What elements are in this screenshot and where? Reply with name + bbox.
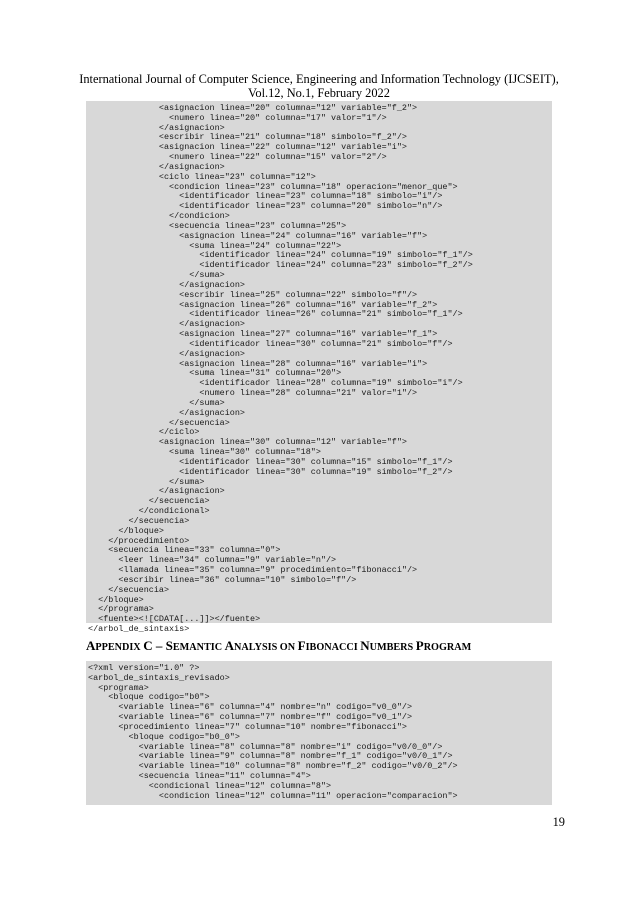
appendix-c-heading: [86, 635, 471, 656]
code-line: <?xml version="1.0" ?>: [88, 663, 200, 673]
code-line: </asignacion>: [88, 407, 245, 418]
code-line: </secuencia>: [88, 515, 190, 526]
code-line: </bloque>: [88, 525, 164, 536]
running-header-journal: International Journal of Computer Science, Engineering and Information Technology (IJCSEIT),: [79, 72, 559, 86]
code-line: </arbol_de_sintaxis>: [88, 623, 190, 634]
code-line: <condicion linea="12" columna="11" operacion="comparacion">: [88, 790, 458, 801]
code-line: <identificador linea="24" columna="19" simbolo="f_1"/>: [88, 250, 473, 261]
code-line: <secuencia linea="11" columna="4">: [88, 771, 311, 782]
heading-text-segment: PPENDIX: [95, 642, 144, 653]
code-line: <variable linea="8" columna="8" nombre="i" codigo="v0/0_0"/>: [88, 741, 443, 752]
code-line: <identificador linea="26" columna="21" simbolo="f_1"/>: [88, 309, 463, 320]
code-line: <procedimiento linea="7" columna="10" nombre="fibonacci">: [88, 721, 407, 732]
code-line: </procedimiento>: [88, 535, 190, 546]
code-line: <fuente><![CDATA[...]]></fuente>: [88, 614, 261, 625]
code-line: </condicion>: [88, 211, 230, 222]
code-line: </bloque>: [88, 594, 144, 605]
code-line: </suma>: [88, 476, 205, 487]
heading-text-segment: ROGRAM: [423, 642, 472, 653]
code-line: </ciclo>: [88, 427, 200, 438]
heading-text-segment: EMANTIC: [172, 642, 225, 653]
code-line: </secuencia>: [88, 584, 170, 595]
code-line: <llamada linea="35" columna="9" procedimiento="fibonacci"/>: [88, 565, 418, 575]
page-number: 19: [552, 815, 565, 829]
code-line: <asignacion linea="20" columna="12" variable="f_2">: [88, 103, 418, 113]
code-line: <numero linea="22" columna="15" valor="2"/>: [88, 152, 387, 163]
code-line: <identificador linea="30" columna="19" simbolo="f_2"/>: [88, 466, 453, 477]
heading-text-segment: IBONACCI: [305, 642, 361, 653]
code-line: </secuencia>: [88, 496, 210, 507]
code-line: <secuencia linea="33" columna="0">: [88, 545, 281, 556]
code-line: <ciclo linea="23" columna="12">: [88, 171, 316, 182]
code-line: </secuencia>: [88, 417, 230, 428]
code-line: <identificador linea="23" columna="20" simbolo="n"/>: [88, 201, 443, 212]
code-line: <secuencia linea="23" columna="25">: [88, 220, 347, 231]
code-line: </asignacion>: [88, 486, 225, 497]
code-line: <leer linea="34" columna="9" variable="n"/>: [88, 555, 337, 566]
code-line: <asignacion linea="24" columna="16" variable="f">: [88, 230, 428, 241]
code-line: </suma>: [88, 397, 225, 408]
code-line: </programa>: [88, 604, 154, 615]
heading-text-segment: C – S: [143, 638, 173, 653]
code-line: <escribir linea="21" columna="18" simbolo="f_2"/>: [88, 132, 407, 143]
code-line: <bloque codigo="b0_0">: [88, 731, 240, 742]
code-line: <condicional linea="12" columna="8">: [88, 780, 332, 791]
heading-text-segment: UMBERS: [369, 642, 416, 653]
code-line: <programa>: [88, 682, 149, 693]
code-line: <variable linea="6" columna="7" nombre="f" codigo="v0_1"/>: [88, 712, 413, 723]
code-line: </asignacion>: [88, 348, 245, 359]
code-line: <variable linea="6" columna="4" nombre="n" codigo="v0_0"/>: [88, 702, 413, 713]
code-line: <suma linea="30" columna="18">: [88, 447, 321, 458]
heading-text-segment: A: [86, 638, 96, 653]
code-line: <escribir linea="25" columna="22" simbolo="f"/>: [88, 289, 418, 300]
code-line: <identificador linea="30" columna="15" simbolo="f_1"/>: [88, 456, 453, 467]
code-line: <bloque codigo="b0">: [88, 692, 210, 703]
heading-text-segment: A: [224, 638, 235, 653]
running-header-volume: Vol.12, No.1, February 2022: [248, 86, 390, 100]
code-line: <variable linea="10" columna="8" nombre="f_2" codigo="v0/0_2"/>: [88, 761, 458, 772]
code-line: </asignacion>: [88, 319, 245, 330]
code-line: </suma>: [88, 270, 225, 281]
code-line: <identificador linea="24" columna="23" simbolo="f_2"/>: [88, 260, 473, 271]
code-line: <arbol_de_sintaxis_revisado>: [88, 672, 230, 683]
syntax-tree-code-listing: [86, 101, 552, 634]
code-line: <numero linea="20" columna="17" valor="1"/>: [88, 112, 387, 123]
revised-syntax-tree-code-listing: [86, 661, 552, 805]
heading-text-segment: P: [415, 638, 424, 653]
code-line: </asignacion>: [88, 122, 225, 133]
code-line: <suma linea="24" columna="22">: [88, 240, 342, 251]
code-line: </condicional>: [88, 506, 210, 517]
code-line: <asignacion linea="30" columna="12" variable="f">: [88, 437, 407, 448]
code-line: <escribir linea="36" columna="10" simbolo="f"/>: [88, 574, 357, 585]
code-line: <suma linea="31" columna="20">: [88, 368, 342, 379]
code-line: <asignacion linea="22" columna="12" variable="i">: [88, 142, 407, 153]
heading-text-segment: F: [297, 638, 306, 653]
heading-text-segment: N: [360, 638, 370, 653]
code-line: <asignacion linea="26" columna="16" variable="f_2">: [88, 299, 438, 310]
heading-text-segment: NALYSIS ON: [234, 642, 298, 653]
code-line: <identificador linea="30" columna="21" simbolo="f"/>: [88, 338, 453, 349]
code-line: <variable linea="9" columna="8" nombre="f_1" codigo="v0/0_1"/>: [88, 751, 453, 762]
code-line: <asignacion linea="27" columna="16" variable="f_1">: [88, 329, 438, 340]
code-line: </asignacion>: [88, 161, 225, 172]
code-line: <identificador linea="23" columna="18" simbolo="i"/>: [88, 191, 443, 202]
code-line: <asignacion linea="28" columna="16" variable="i">: [88, 358, 428, 369]
code-line: <identificador linea="28" columna="19" simbolo="i"/>: [88, 378, 463, 389]
code-line: <numero linea="28" columna="21" valor="1"/>: [88, 388, 418, 399]
code-line: </asignacion>: [88, 279, 245, 290]
code-line: <condicion linea="23" columna="18" operacion="menor_que">: [88, 181, 458, 192]
